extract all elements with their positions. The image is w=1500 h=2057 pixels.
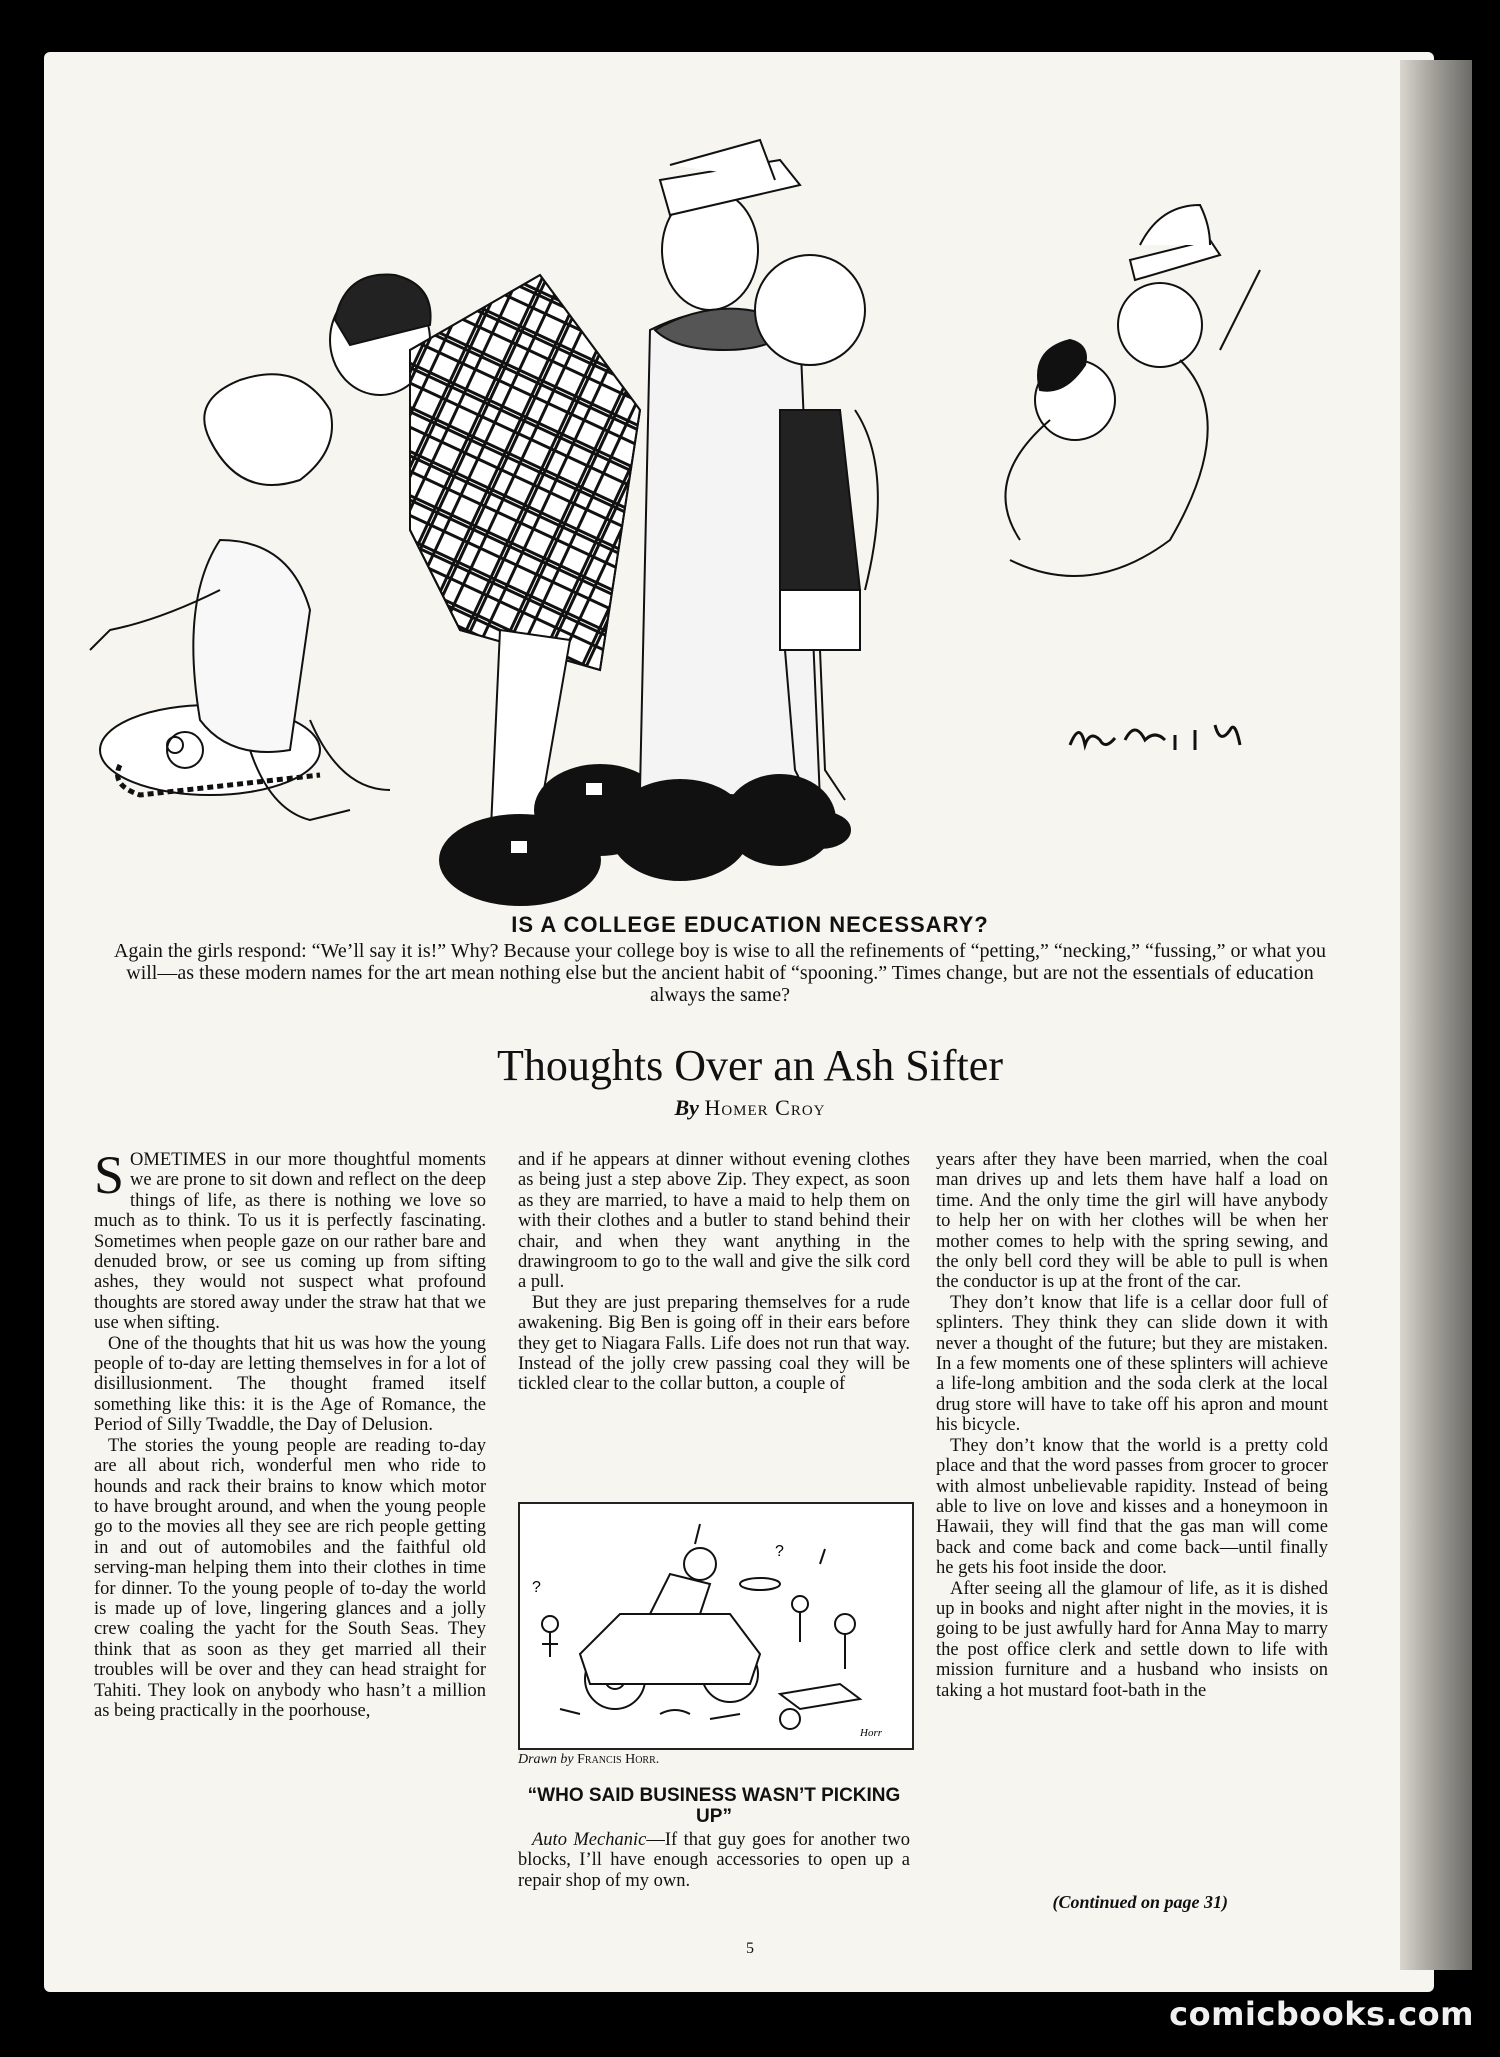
byline-prefix: By bbox=[674, 1095, 699, 1120]
cartoon-text bbox=[518, 1830, 910, 1891]
author-name: Homer Croy bbox=[704, 1095, 826, 1120]
caption-text: Again the girls respond: “We’ll say it is!” Why? Because your college boy is wise to all the refinements of “petting,” “necking,” “fussing,” or what you will—as these modern names for the art mean nothing else but the ancient habit of “spooning.” Times change, but are not the essentials of education always the same? bbox=[113, 940, 1327, 1006]
question-mark: ? bbox=[532, 1579, 541, 1596]
paragraph: They don’t know that life is a cellar door full of splinters. They think they can slide down it with never a thought of the future; but they are mistaken. In a few moments one of these splinters will achieve a life-long ambition and the soda clerk at the local drug store will have to take off his apron and mount his bicycle. bbox=[936, 1292, 1328, 1436]
cartoon-credit bbox=[518, 1752, 659, 1768]
paragraph: One of the thoughts that hit us was how the young people of to-day are letting themselves in for a lot of disillusionment. The thought framed itself something like this: it is the Age of Romance, the Period of Silly Twaddle, the Day of Delusion. bbox=[94, 1333, 486, 1436]
article-column-1 bbox=[94, 1145, 486, 1721]
page-gutter bbox=[1400, 60, 1472, 1970]
cartoon-headline: “WHO SAID BUSINESS WASN’T PICKING UP” bbox=[527, 1785, 901, 1827]
paragraph: After seeing all the glamour of life, as it is dished up in books and night after night in the movies, it is going to be just awfully hard for Anna May to marry the post office clerk and settle down to life with mission furniture and a husband who insists on taking a hot mustard foot-bath in the bbox=[936, 1578, 1328, 1701]
paragraph: and if he appears at dinner without evening clothes as being just a step above Zip. They expect, as soon as they are married, to have a maid to help them on with their clothes and a butler to stand behind their chair, and when they want anything in the drawingroom to go to the wall and give the silk cord a pull. bbox=[518, 1150, 910, 1293]
paragraph: SOMETIMES in our more thoughtful moments we are prone to sit down and reflect on the deep things of life, as there is nothing we love so much as to think. To us it is perfectly fascinating. Sometimes when people gaze on our rather bare and denuded brow, or see us coming up from sifting ashes, they would not suspect what profound thoughts are stored away under the straw hat that we use when sifting. bbox=[94, 1145, 486, 1334]
article-column-3 bbox=[936, 1150, 1328, 1701]
artist-signature bbox=[1065, 715, 1255, 755]
paragraph: The stories the young people are reading to-day are all about rich, wonderful men who ride to hounds and rack their brains to know which motor to have brought around, and when the young people go to the movies all they see are rich people getting in and out of automobiles and the faithful old serving-man helping them into their clothes in time for dinner. To the young people of to-day the world is made up of love, lingering glances and a jolly crew coaling the yacht for the South Seas. They think that as soon as they get married all their troubles will be over and they can head straight for Tahiti. They look on anybody who hasn’t a million as being practically in the poorhouse, bbox=[94, 1435, 486, 1721]
dropcap: S bbox=[94, 1145, 125, 1205]
paragraph: years after they have been married, when the coal man drives up and lets them have half a load on time. And the only time the girl will have anybody to help her on with her clothes will be when her mother comes to help with the spring sewing, and the only bell cord they will be able to pull is when the conductor is up at the front of the car. bbox=[936, 1150, 1328, 1293]
caption-title: IS A COLLEGE EDUCATION NECESSARY? bbox=[511, 912, 989, 937]
byline bbox=[0, 1095, 1500, 1121]
quote: —If that guy goes for another two blocks, I’ll have enough accessories to open up a repair shop of my own. bbox=[518, 1830, 910, 1891]
auto-mechanic-cartoon bbox=[518, 1502, 914, 1750]
cartoon-signature: Horr bbox=[860, 1727, 883, 1739]
continued-note: (Continued on page 31) bbox=[1052, 1892, 1228, 1912]
couple-right bbox=[1005, 205, 1260, 576]
credit-name: Francis Horr. bbox=[577, 1752, 660, 1767]
question-mark: ? bbox=[775, 1543, 784, 1560]
credit-prefix: Drawn by bbox=[518, 1752, 574, 1767]
page-number: 5 bbox=[746, 1940, 754, 1957]
paragraph: They don’t know that the world is a pretty cold place and that the word passes from grocer to grocer with almost unbelievable rapidity. Instead of being able to live on love and kisses and a honeymoon in Hawaii, they will find that the gas man will come back and come back and come back—until finally he gets his foot inside the door. bbox=[936, 1435, 1328, 1579]
couples-illustration bbox=[80, 110, 1360, 910]
speaker: Auto Mechanic bbox=[532, 1830, 647, 1850]
couple-left bbox=[90, 374, 390, 820]
article-title: Thoughts Over an Ash Sifter bbox=[497, 1041, 1003, 1090]
paragraph: But they are just preparing themselves for a rude awakening. Big Ben is going off in their ears before they get to Niagara Falls. Life does not run that way. Instead of the jolly crew passing coal they will be tickled clear to the collar button, a couple of bbox=[518, 1292, 910, 1395]
watermark: comicbooks.com bbox=[1169, 1995, 1474, 2033]
article-column-2 bbox=[518, 1150, 910, 1395]
